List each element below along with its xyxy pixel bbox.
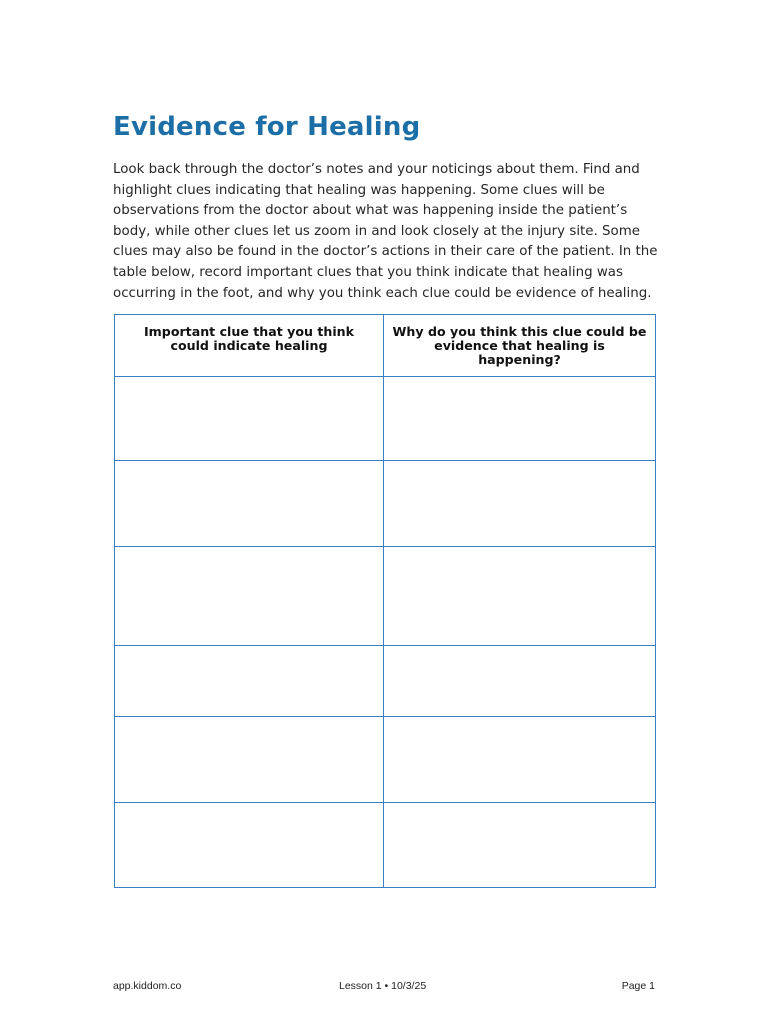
table-row: [115, 717, 656, 803]
evidence-table: [114, 314, 656, 888]
table-header-row: [115, 315, 656, 377]
reason-cell[interactable]: [384, 717, 656, 803]
footer-site-url: app.kiddom.co: [113, 980, 182, 992]
instructions-paragraph: Look back through the doctor’s notes and your noticings about them. Find and highlight clues indicating that healing was happening. Some clues will be observations from the doctor about what was happening inside the patient’s body, while other clues let us zoom in and look closely at the injury site. Some clues may also be found in the doctor’s actions in their care of the patient. In the table below, record important clues that you think indicate that healing was occurring in the foot, and why you think each clue could be evidence of healing.: [113, 162, 658, 301]
table-row: [115, 803, 656, 888]
reason-cell[interactable]: [384, 646, 656, 717]
clue-cell[interactable]: [115, 803, 384, 888]
reason-cell[interactable]: [384, 461, 656, 547]
header-why-evidence: Why do you think this clue could be evidence that healing is happening?: [384, 315, 656, 377]
clue-cell[interactable]: [115, 377, 384, 461]
reason-cell[interactable]: [384, 377, 656, 461]
table-row: [115, 646, 656, 717]
clue-cell[interactable]: [115, 717, 384, 803]
table-row: [115, 377, 656, 461]
table-row: [115, 547, 656, 646]
header-important-clue: Important clue that you think could indicate healing: [115, 315, 384, 377]
footer-lesson-date: Lesson 1 • 10/3/25: [339, 980, 427, 992]
table-row: [115, 461, 656, 547]
clue-cell[interactable]: [115, 461, 384, 547]
footer-page-number: Page 1: [621, 980, 655, 992]
clue-cell[interactable]: [115, 547, 384, 646]
reason-cell[interactable]: [384, 803, 656, 888]
page-title: Evidence for Healing: [113, 112, 421, 142]
reason-cell[interactable]: [384, 547, 656, 646]
clue-cell[interactable]: [115, 646, 384, 717]
